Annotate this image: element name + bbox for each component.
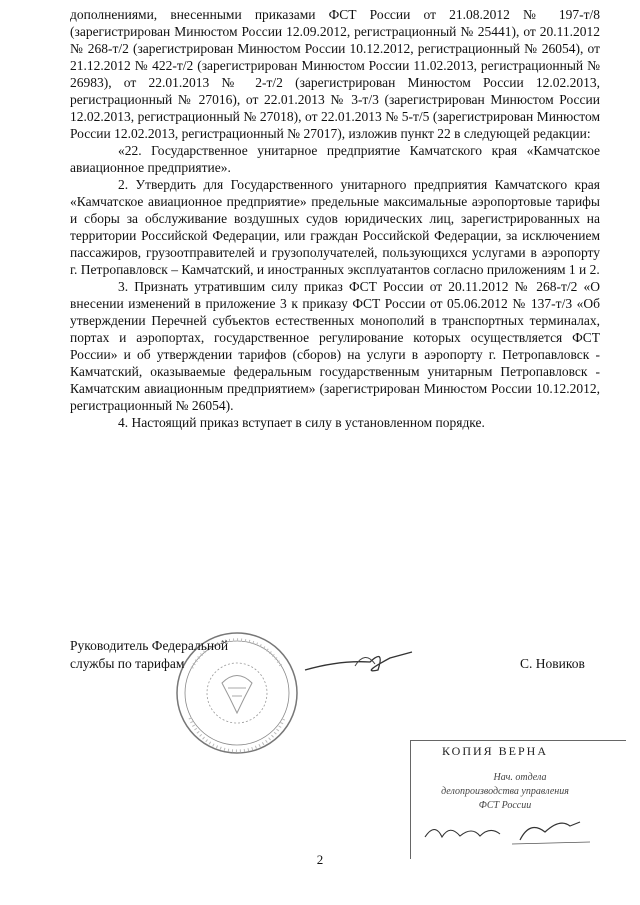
copy-stamp-signature [420, 812, 600, 852]
copy-stamp-line-2: делопроизводства управления [441, 786, 569, 797]
copy-stamp-title: КОПИЯ ВЕРНА [441, 744, 549, 758]
paragraph-continuation: дополнениями, внесенными приказами ФСТ России от 21.08.2012 № 197-т/8 (зарегистрирован Минюстом России 12.09.2012, регистрационный № 25441), от 20.11.2012 № 268-т/2 (зарегистрирован Минюстом России 10.12.2012, регистрационный № 26054), от 21.12.2012 № 422-т/2 (зарегистрирован Минюстом России 11.02.2013, регистрационный № 26983), от 22.01.2013 № 2-т/2 (зарегистрирован Минюстом России 12.02.2013, регистрационный № 27016), от 22.01.2013 № 3-т/3 (зарегистрирован Минюстом России 12.02.2013, регистрационный № 27018), от 22.01.2013 № 5-т/5 (зарегистрирован Минюстом России 12.02.2013, регистрационный № 27017), изложив пункт 22 в следующей редакции: [70, 7, 600, 141]
signatory-position [70, 637, 290, 673]
paragraph-3: 3. Признать утратившим силу приказ ФСТ России от 20.11.2012 № 268-т/2 «О внесении изменений в приложение 3 к приказу ФСТ России от 05.06.2012 № 137-т/3 «Об утверждении Перечней субъектов естественных монополий в транспортных терминалах, портах и аэропортах, государственное регулирование которых осуществляется ФСТ России» и об утверждении тарифов (сборов) на услуги в аэропорту г. Петропавловск - Камчатский, оказываемые федеральным государственным унитарным Петропавловск - Камчатским авиационным предприятием» (зарегистрирован Минюстом России 10.12.2012, регистрационный № 26054). [70, 279, 600, 413]
paragraph-2: 2. Утвердить для Государственного унитарного предприятия Камчатского края «Камчатское авиационное предприятие» предельные максимальные аэропортовые тарифы и сборы за обслуживание воздушных судов юридических лиц, зарегистрированных на территории Российской Федерации, или граждан Российской Федерации, за исключением пассажиров, грузоотправителей и грузополучателей, пользующихся услугами в аэропорту г. Петропавловск – Камчатский, и иностранных эксплуатантов согласно приложениям 1 и 2. [70, 177, 600, 277]
paragraph-4: 4. Настоящий приказ вступает в силу в установленном порядке. [118, 415, 485, 430]
signatory-name: С. Новиков [520, 656, 585, 671]
copy-stamp-line-1: Нач. отдела [493, 772, 547, 783]
handwritten-signature [300, 640, 420, 680]
position-line-1: Руководитель Федеральной [70, 638, 229, 653]
paragraph-item-22: «22. Государственное унитарное предприятие Камчатского края «Камчатское авиационное предприятие». [70, 143, 600, 175]
position-line-2: службы по тарифам [70, 656, 185, 671]
copy-stamp-line-3: ФСТ России [478, 800, 532, 811]
page-number: 2 [316, 852, 324, 867]
document-body [70, 6, 600, 431]
